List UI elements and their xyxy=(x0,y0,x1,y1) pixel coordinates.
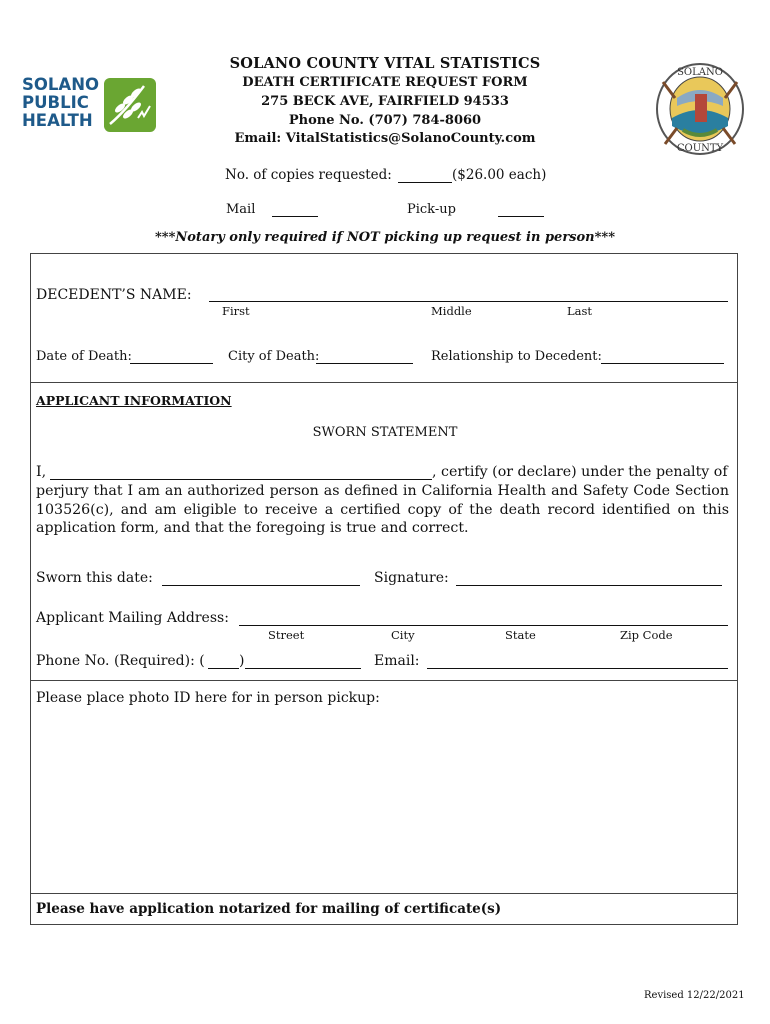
office-email: Email: VitalStatistics@SolanoCounty.com xyxy=(234,131,536,146)
sworn-date-field[interactable] xyxy=(162,585,360,586)
section-divider-2 xyxy=(30,680,738,681)
signature-label: Signature: xyxy=(374,570,449,586)
area-code-field[interactable] xyxy=(208,668,239,669)
copies-label: No. of copies requested: xyxy=(225,167,392,183)
leaf-icon xyxy=(98,78,156,132)
seal-bottom-text: COUNTY xyxy=(676,143,724,154)
city-caption: City xyxy=(391,628,415,642)
form-title: DEATH CERTIFICATE REQUEST FORM xyxy=(242,75,528,90)
pickup-label: Pick-up xyxy=(407,202,456,217)
state-caption: State xyxy=(505,628,536,642)
relationship-label: Relationship to Decedent: xyxy=(431,349,602,364)
section-divider-1 xyxy=(30,382,738,383)
sworn-statement-text: perjury that I am an authorized person as defined in California Health and Safety Code Section 103526(c), and am eligible to receive a certified copy of the death record identified on this application form, and that the foregoing is true and correct. xyxy=(36,483,729,536)
mailing-address-label: Applicant Mailing Address: xyxy=(36,610,229,626)
signature-field[interactable] xyxy=(456,585,722,586)
date-of-death-label: Date of Death: xyxy=(36,349,132,364)
phone-field[interactable] xyxy=(245,668,361,669)
applicant-name-field[interactable] xyxy=(50,479,432,480)
logo-text xyxy=(22,76,100,130)
sworn-date-label: Sworn this date: xyxy=(36,570,153,586)
office-address: 275 BECK AVE, FAIRFIELD 94533 xyxy=(261,94,509,109)
seal-top-text: SOLANO xyxy=(677,67,723,78)
relationship-field[interactable] xyxy=(601,363,724,364)
notarize-note: Please have application notarized for mailing of certificate(s) xyxy=(36,901,502,917)
email-field[interactable] xyxy=(427,668,728,669)
city-of-death-label: City of Death: xyxy=(228,349,320,364)
county-seal-logo xyxy=(655,62,745,156)
sworn-statement-title: SWORN STATEMENT xyxy=(312,425,458,440)
agency-title: SOLANO COUNTY VITAL STATISTICS xyxy=(229,55,541,72)
phone-paren: ) xyxy=(239,653,245,669)
office-phone: Phone No. (707) 784-8060 xyxy=(288,113,482,128)
middle-name-caption: Middle xyxy=(431,304,472,318)
logo-line-1: SOLANO xyxy=(22,75,100,94)
city-of-death-field[interactable] xyxy=(316,363,413,364)
copies-field[interactable] xyxy=(398,182,452,183)
photo-id-label: Please place photo ID here for in person pickup: xyxy=(36,690,380,706)
decedent-name-field[interactable] xyxy=(209,301,728,302)
solano-public-health-logo xyxy=(22,76,157,134)
last-name-caption: Last xyxy=(567,304,593,318)
email-label: Email: xyxy=(374,653,420,669)
certify-text: , certify (or declare) under the penalty of xyxy=(432,464,728,480)
notary-note: ***Notary only required if NOT picking up request in person*** xyxy=(154,230,615,245)
first-name-caption: First xyxy=(222,304,250,318)
decedent-name-label: DECEDENT’S NAME: xyxy=(36,287,192,303)
i-label: I, xyxy=(36,464,47,480)
logo-line-3: HEALTH xyxy=(22,111,93,130)
revised-date: Revised 12/22/2021 xyxy=(644,990,745,1001)
logo-line-2: PUBLIC xyxy=(22,93,89,112)
mail-label: Mail xyxy=(226,202,256,217)
applicant-section-title: APPLICANT INFORMATION xyxy=(36,393,232,408)
mailing-address-field[interactable] xyxy=(239,625,728,626)
section-divider-3 xyxy=(30,893,738,894)
street-caption: Street xyxy=(268,628,305,642)
copies-price: ($26.00 each) xyxy=(452,167,547,183)
photo-id-area[interactable] xyxy=(31,715,737,891)
zip-caption: Zip Code xyxy=(620,628,673,642)
pickup-field[interactable] xyxy=(498,216,544,217)
phone-label: Phone No. (Required): ( xyxy=(36,653,205,669)
mail-field[interactable] xyxy=(272,216,318,217)
date-of-death-field[interactable] xyxy=(130,363,213,364)
